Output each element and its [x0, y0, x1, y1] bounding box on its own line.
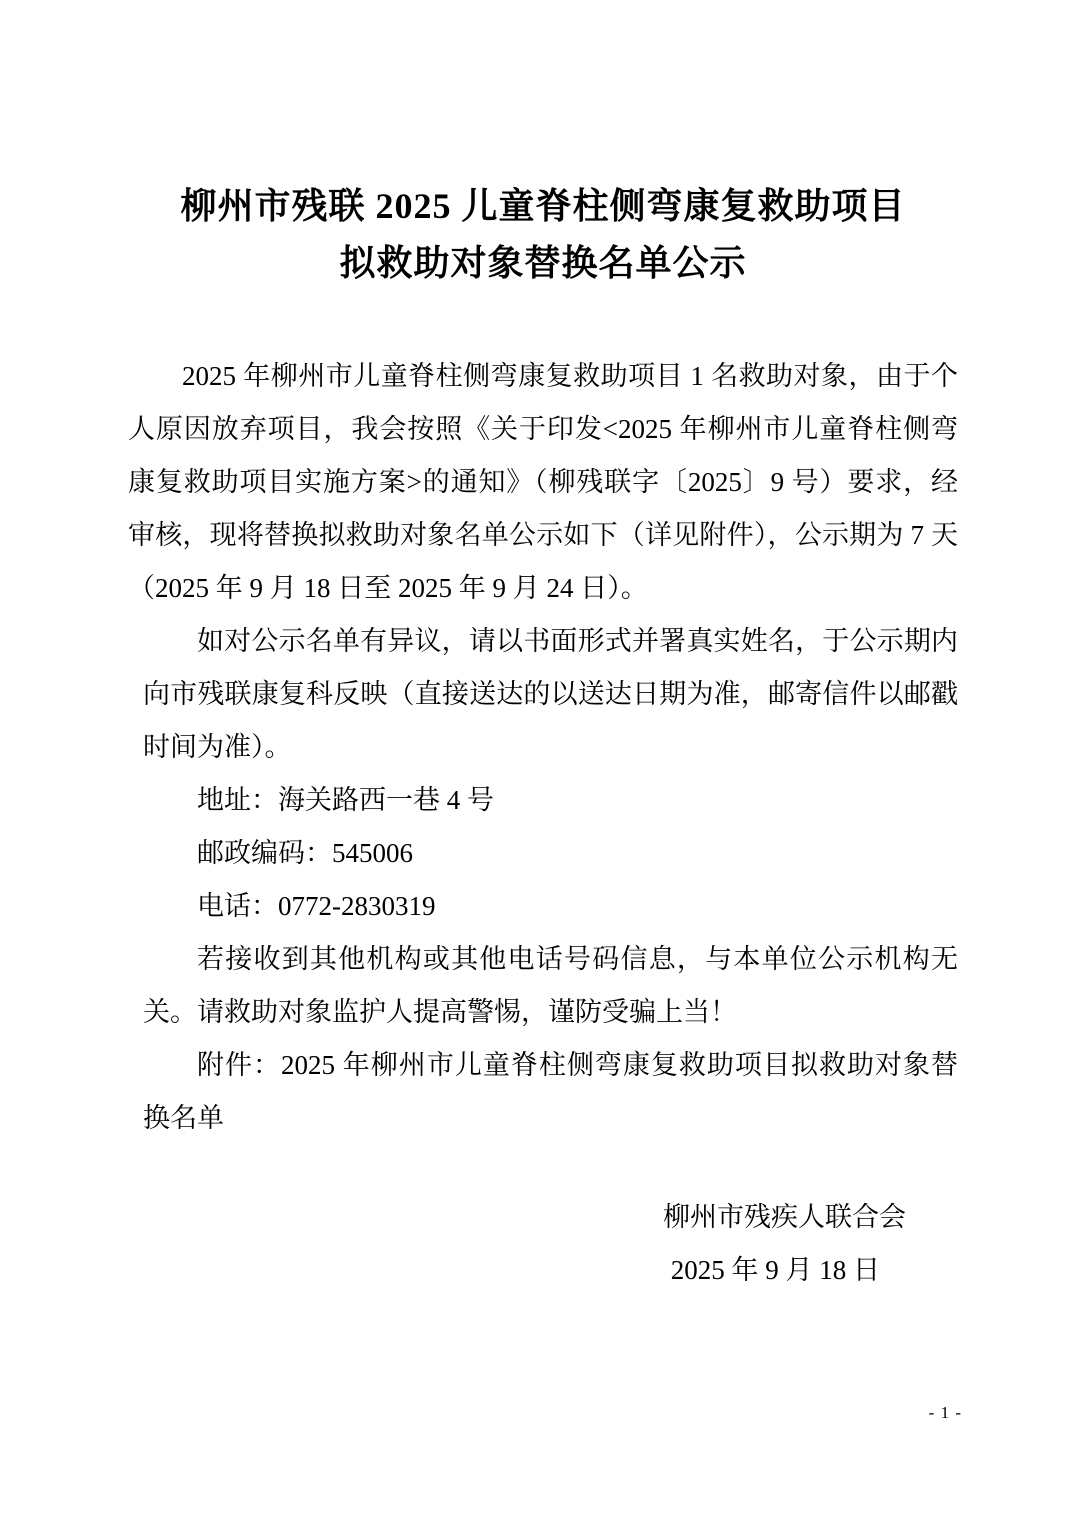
paragraph-intro: 2025 年柳州市儿童脊柱侧弯康复救助项目 1 名救助对象，由于个人原因放弃项目，我会按照《关于印发<2025 年柳州市儿童脊柱侧弯康复救助项目实施方案>的通知》（柳残联字〔2025〕9 号）要求，经审核，现将替换拟救助对象名单公示如下（详见附件），公示期为 7 天（2025 年 9 月 18 日至 2025 年 9 月 24 日）。 — [128, 361, 958, 603]
signature-date: 2025 年 9 月 18 日 — [670, 1255, 880, 1285]
paragraph-objection-instructions: 如对公示名单有异议，请以书面形式并署真实姓名，于公示期内向市残联康复科反映（直接送达的以送达日期为准，邮寄信件以邮戳时间为准）。 — [143, 626, 958, 762]
document-body — [128, 350, 958, 1145]
paragraph-postal-code: 邮政编码：545006 — [197, 838, 413, 868]
document-title-line-2: 拟救助对象替换名单公示 — [339, 243, 747, 283]
page-number: - 1 - — [928, 1403, 962, 1422]
paragraph-attachment: 附件：2025 年柳州市儿童脊柱侧弯康复救助项目拟救助对象替换名单 — [143, 1050, 958, 1133]
paragraph-address: 地址：海关路西一巷 4 号 — [197, 785, 494, 815]
signature-block — [128, 1191, 958, 1297]
signature-organization: 柳州市残疾人联合会 — [663, 1202, 906, 1232]
paragraph-phone: 电话：0772-2830319 — [197, 891, 436, 921]
paragraph-fraud-warning: 若接收到其他机构或其他电话号码信息，与本单位公示机构无关。请救助对象监护人提高警惕，谨防受骗上当！ — [143, 944, 958, 1027]
document-title — [128, 178, 958, 292]
document-content — [128, 0, 958, 1297]
document-title-line-1: 柳州市残联 2025 儿童脊柱侧弯康复救助项目 — [180, 186, 906, 226]
